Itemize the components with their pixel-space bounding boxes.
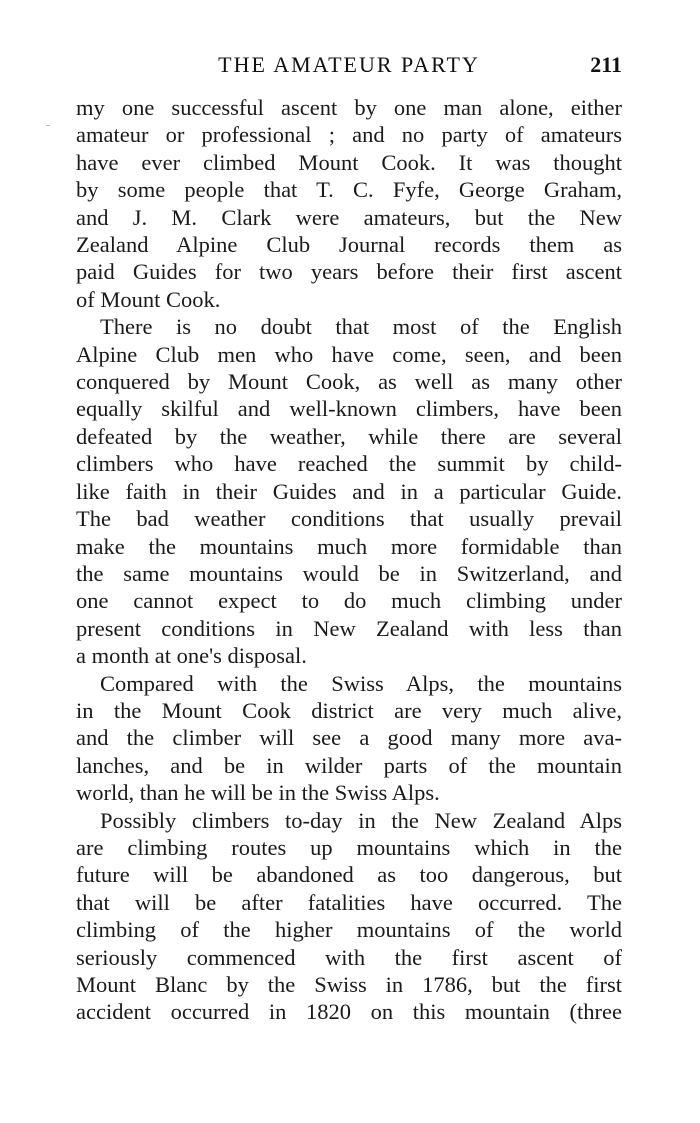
text-line: Alpine Club men who have come, seen, and been (76, 341, 622, 367)
text-line: seriously commenced with the first ascent of (76, 944, 622, 970)
running-head: THE AMATEUR PARTY (218, 52, 480, 77)
paragraph (76, 94, 622, 313)
text-line: Mount Blanc by the Swiss in 1786, but the first (76, 972, 622, 997)
text-line: and the climber will see a good many more ava- (76, 725, 622, 751)
text-line: make the mountains much more formidable than (76, 533, 622, 559)
text-line: the same mountains would be in Switzerland, and (76, 560, 622, 586)
text-line: climbing of the higher mountains of the world (76, 917, 622, 943)
paragraph (76, 807, 622, 1026)
text-line: lanches, and be in wilder parts of the mountain (76, 752, 622, 778)
paragraph (76, 670, 622, 807)
text-line: future will be abandoned as too dangerous, but (76, 862, 622, 888)
text-line: accident occurred in 1820 on this mountain (three (76, 999, 622, 1025)
text-line: one cannot expect to do much climbing under (76, 588, 622, 614)
text-line: present conditions in New Zealand with less than (76, 615, 622, 641)
text-line: The bad weather conditions that usually prevail (76, 506, 622, 532)
text-line: defeated by the weather, while there are several (76, 423, 622, 449)
text-line: world, than he will be in the Swiss Alps. (76, 780, 440, 806)
text-line: paid Guides for two years before their first ascent (76, 259, 622, 285)
text-line: amateur or professional ; and no party of amateurs (76, 122, 622, 148)
body-text (76, 94, 622, 1026)
text-line: are climbing routes up mountains which in the (76, 834, 622, 860)
text-line: Compared with the Swiss Alps, the mountains (100, 670, 622, 696)
text-line: by some people that T. C. Fyfe, George Graham, (76, 177, 622, 203)
text-line: Zealand Alpine Club Journal records them as (76, 232, 622, 258)
text-line: There is no doubt that most of the English (100, 314, 622, 340)
text-line: conquered by Mount Cook, as well as many other (76, 369, 622, 395)
text-line: my one successful ascent by one man alone, either (76, 95, 622, 120)
margin-mark (46, 125, 50, 126)
text-line: Possibly climbers to-day in the New Zealand Alps (100, 807, 622, 833)
text-line: and J. M. Clark were amateurs, but the New (76, 204, 622, 230)
text-line: of Mount Cook. (76, 286, 221, 312)
text-line: have ever climbed Mount Cook. It was thought (76, 149, 622, 175)
page-header (76, 52, 622, 82)
text-line: equally skilful and well-known climbers, have been (76, 396, 622, 422)
text-line: that will be after fatalities have occurred. The (76, 889, 622, 915)
text-line: a month at one's disposal. (76, 643, 307, 669)
text-line: climbers who have reached the summit by child- (76, 451, 622, 477)
text-line: in the Mount Cook district are very much alive, (76, 697, 622, 723)
text-line: like faith in their Guides and in a particular Guide. (76, 478, 622, 504)
page-number: 211 (590, 52, 622, 77)
paragraph (76, 313, 622, 669)
